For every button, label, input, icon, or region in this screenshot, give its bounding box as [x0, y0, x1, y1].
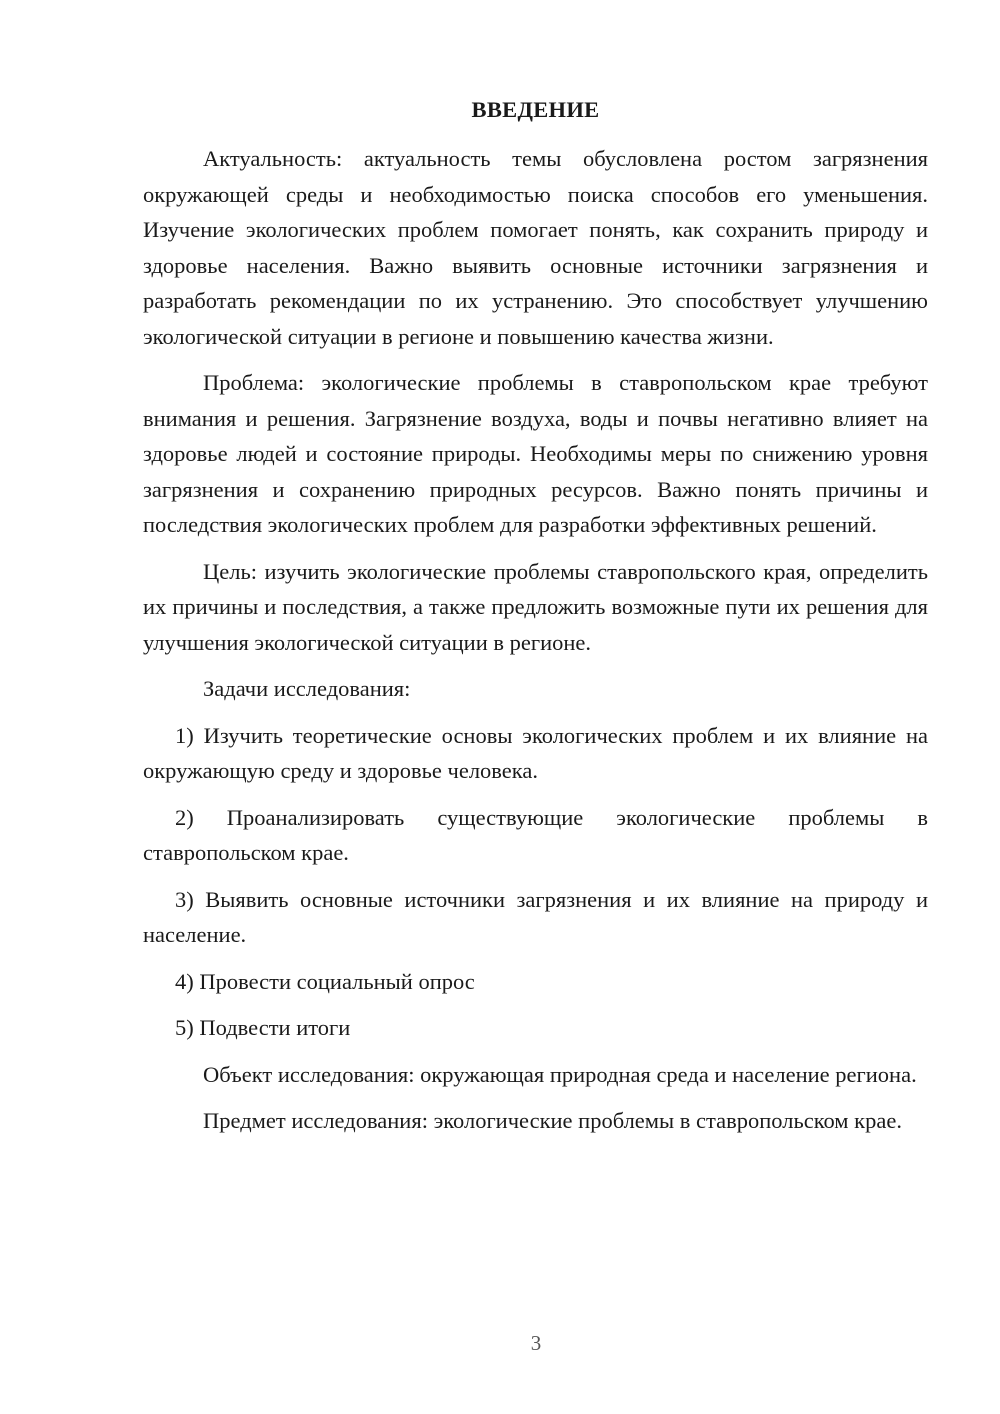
problem-paragraph: Проблема: экологические проблемы в ставропольском крае требуют внимания и решения. Загрязнение воздуха, воды и почвы негативно влияет на здоровье людей и состояние природы. Необходимы меры по снижению уровня загрязнения и сохранению природных ресурсов. Важно понять причины и последствия экологических проблем для разработки эффективных решений. [143, 370, 928, 537]
object-paragraph: Объект исследования: окружающая природная среда и население региона. [203, 1061, 917, 1087]
subject-paragraph: Предмет исследования: экологические проблемы в ставропольском крае. [203, 1108, 902, 1133]
page-title: ВВЕДЕНИЕ [471, 97, 600, 122]
task-item-5: 5) Подвести итоги [175, 1015, 351, 1040]
relevance-paragraph: Актуальность: актуальность темы обусловлена ростом загрязнения окружающей среды и необходимостью поиска способов его уменьшения. Изучение экологических проблем помогает понять, как сохранить природу и здоровье населения. Важно выявить основные источники загрязнения и разработать рекомендации по их устранению. Это способствует улучшению экологической ситуации в регионе и повышению качества жизни. [143, 146, 928, 349]
document-page [143, 92, 928, 1150]
task-item-2: 2) Проанализировать существующие экологические проблемы в ставропольском крае. [143, 804, 928, 865]
task-item-1: 1) Изучить теоретические основы экологических проблем и их влияние на окружающую среду и здоровье человека. [143, 722, 928, 783]
tasks-heading: Задачи исследования: [203, 676, 411, 701]
task-item-3: 3) Выявить основные источники загрязнения и их влияние на природу и население. [143, 886, 928, 947]
task-item-4: 4) Провести социальный опрос [175, 968, 475, 994]
goal-paragraph: Цель: изучить экологические проблемы ставропольского края, определить их причины и последствия, а также предложить возможные пути их решения для улучшения экологической ситуации в регионе. [143, 558, 928, 655]
page-number: 3 [530, 1331, 542, 1355]
